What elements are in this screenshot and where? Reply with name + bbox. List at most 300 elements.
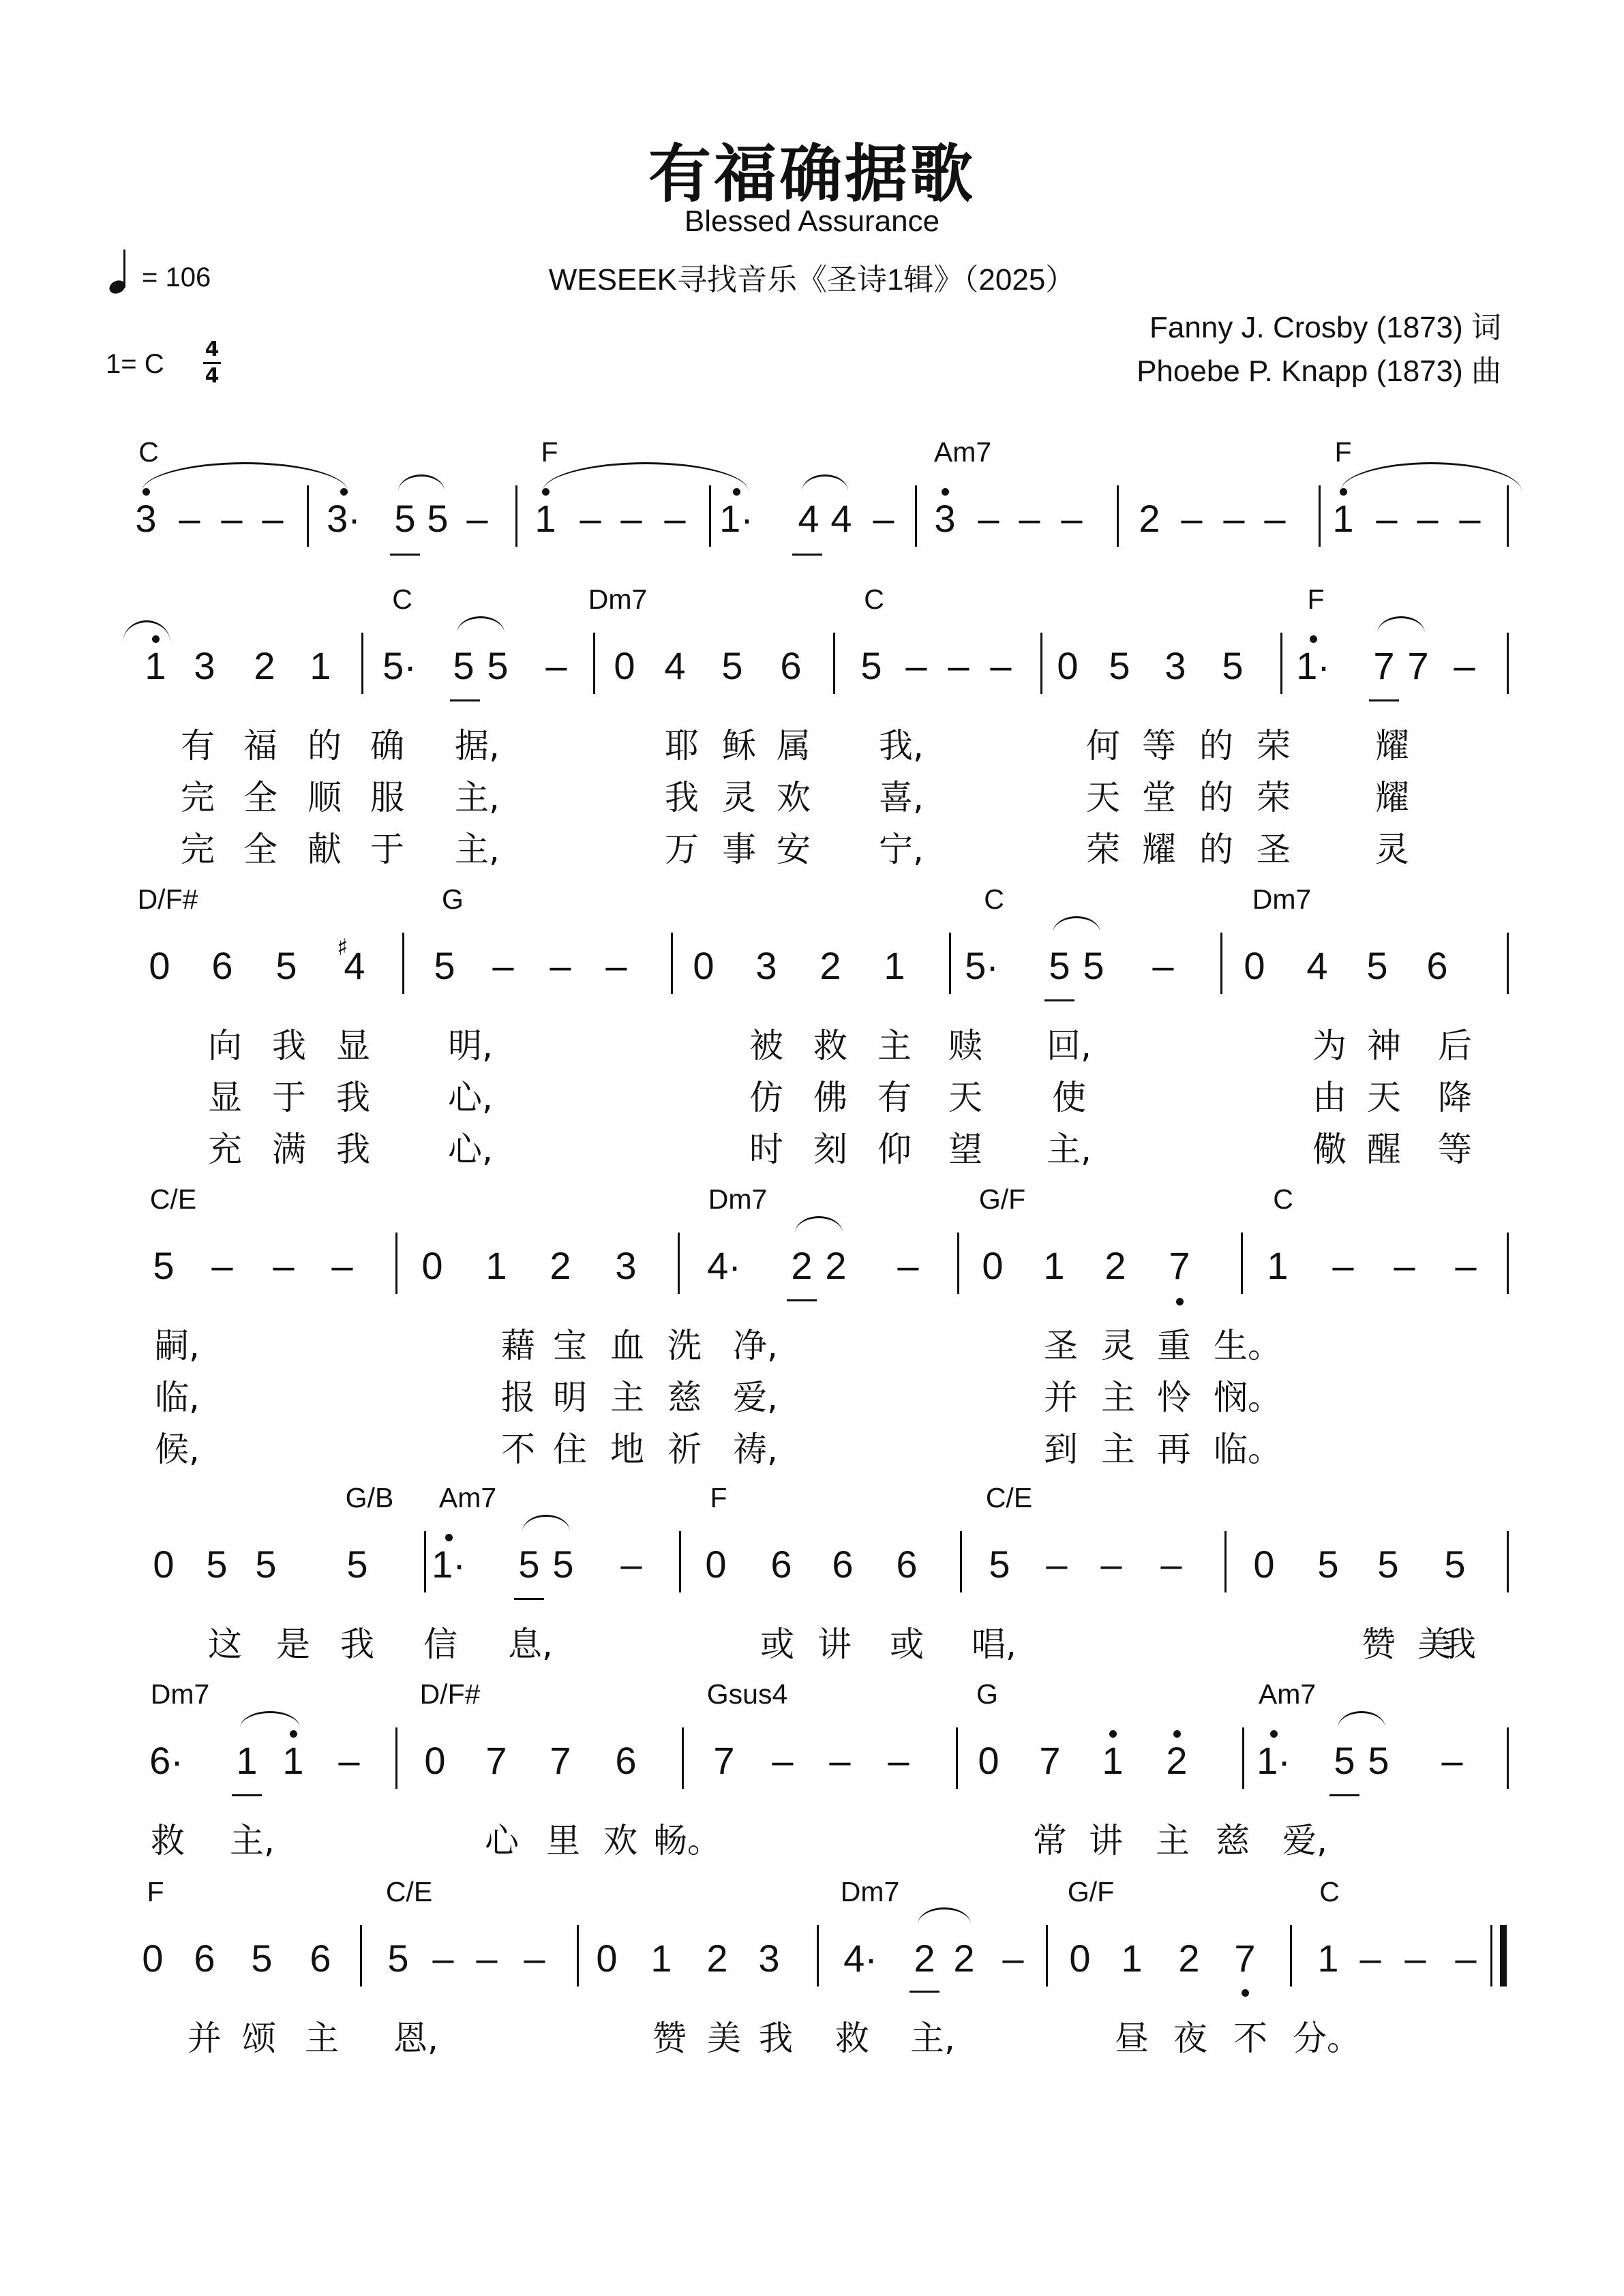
final-barline-thin bbox=[1490, 1925, 1492, 1987]
lyric-syllable: 主, bbox=[1047, 1130, 1092, 1169]
lyric-syllable: 为 bbox=[1312, 1026, 1347, 1066]
jianpu-note: 6 bbox=[780, 644, 802, 687]
eighth-underline bbox=[514, 1598, 544, 1600]
barline bbox=[1290, 1925, 1292, 1987]
lyric-syllable: 刻 bbox=[813, 1130, 847, 1169]
lyric-syllable: 全 bbox=[243, 830, 277, 869]
octave-dot-above bbox=[942, 488, 949, 496]
lyric-syllable: 我 bbox=[336, 1130, 370, 1169]
lyric-syllable: 有 bbox=[877, 1078, 912, 1117]
jianpu-note: 1 bbox=[282, 1739, 304, 1782]
jianpu-note: – bbox=[905, 644, 927, 687]
jianpu-note: – bbox=[179, 497, 200, 540]
barline bbox=[960, 1531, 962, 1592]
lyric-syllable: 耀 bbox=[1375, 778, 1409, 817]
jianpu-note: 5 bbox=[860, 644, 882, 687]
lyric-syllable: 服 bbox=[370, 778, 404, 817]
lyric-syllable: 稣 bbox=[722, 726, 756, 766]
jianpu-note: 5 bbox=[1368, 1739, 1389, 1782]
jianpu-note: – bbox=[262, 497, 284, 540]
lyric-syllable: 或 bbox=[760, 1625, 794, 1664]
lyric-syllable: 儆 bbox=[1312, 1130, 1347, 1169]
jianpu-note: 2 bbox=[819, 944, 841, 987]
lyric-syllable: 望 bbox=[948, 1130, 982, 1169]
lyric-syllable: 主 bbox=[1101, 1430, 1135, 1469]
lyric-syllable: 时 bbox=[749, 1130, 783, 1169]
lyric-syllable: 救 bbox=[813, 1026, 847, 1066]
lyric-syllable: 主 bbox=[877, 1026, 912, 1066]
jianpu-note: 1 bbox=[1043, 1244, 1065, 1287]
barline bbox=[1046, 1925, 1048, 1987]
jianpu-note: 6· bbox=[149, 1739, 183, 1782]
lyric-syllable: 的 bbox=[1199, 778, 1233, 817]
lyric-syllable: 洗 bbox=[667, 1326, 702, 1365]
jianpu-note: 1· bbox=[1296, 644, 1330, 687]
jianpu-note: – bbox=[1061, 497, 1083, 540]
lyric-syllable: 藉 bbox=[501, 1326, 535, 1365]
barline bbox=[1220, 933, 1222, 994]
jianpu-note: 2 bbox=[825, 1244, 847, 1287]
octave-dot-above bbox=[445, 1534, 453, 1541]
lyric-syllable: 救 bbox=[151, 1821, 185, 1860]
chord-symbol: F bbox=[541, 436, 558, 468]
jianpu-note: 0 bbox=[982, 1244, 1004, 1287]
chord-symbol: Am7 bbox=[933, 436, 992, 468]
jianpu-note: – bbox=[664, 497, 686, 540]
jianpu-note: 0 bbox=[614, 644, 635, 687]
eighth-underline bbox=[787, 1299, 817, 1301]
sharp-icon: ♯ bbox=[337, 934, 348, 961]
jianpu-note: – bbox=[1417, 497, 1439, 540]
barline bbox=[957, 1233, 959, 1294]
jianpu-note: 7 bbox=[1039, 1739, 1061, 1782]
chord-symbol: G bbox=[976, 1678, 998, 1710]
lyric-syllable: 美 bbox=[1417, 1625, 1452, 1664]
tie-arc bbox=[1053, 916, 1100, 933]
time-signature-bottom: 4 bbox=[205, 364, 220, 388]
barline bbox=[1507, 485, 1509, 547]
jianpu-note: 5 bbox=[434, 944, 455, 987]
barline bbox=[671, 933, 673, 994]
lyric-syllable: 我 bbox=[272, 1026, 306, 1066]
lyric-syllable: 我 bbox=[1442, 1625, 1476, 1664]
lyric-syllable: 不 bbox=[1233, 2019, 1267, 2058]
jianpu-note: 5 bbox=[206, 1543, 228, 1586]
lyric-syllable: 天 bbox=[948, 1078, 982, 1117]
jianpu-note: 0 bbox=[596, 1937, 618, 1980]
jianpu-note: 5 bbox=[1366, 944, 1388, 987]
chord-symbol: C bbox=[984, 883, 1004, 915]
lyric-syllable: 全 bbox=[243, 778, 277, 817]
lyric-syllable: 爱, bbox=[1282, 1821, 1327, 1860]
lyric-syllable: 献 bbox=[307, 830, 342, 869]
lyric-syllable: 顺 bbox=[307, 778, 342, 817]
lyric-syllable: 赞 bbox=[1362, 1625, 1396, 1664]
lyric-syllable: 有 bbox=[181, 726, 215, 766]
composer-credit: Phoebe P. Knapp (1873) 曲 bbox=[1137, 354, 1501, 388]
jianpu-note: – bbox=[897, 1244, 919, 1287]
barline bbox=[833, 633, 835, 694]
jianpu-note: – bbox=[873, 497, 894, 540]
lyric-syllable: 等 bbox=[1142, 726, 1176, 766]
lyric-syllable: 慈 bbox=[667, 1378, 702, 1417]
barline bbox=[307, 485, 309, 547]
chord-symbol: F bbox=[147, 1876, 164, 1907]
barline bbox=[577, 1925, 579, 1987]
barline bbox=[593, 633, 595, 694]
jianpu-note: 0 bbox=[153, 1543, 175, 1586]
jianpu-note: – bbox=[432, 1937, 454, 1980]
chord-symbol: Dm7 bbox=[708, 1183, 768, 1215]
jianpu-note: – bbox=[338, 1739, 360, 1782]
lyric-syllable: 主, bbox=[230, 1821, 275, 1860]
chord-symbol: C bbox=[138, 436, 159, 468]
lyric-syllable: 被 bbox=[749, 1026, 783, 1066]
jianpu-note: 1 bbox=[1332, 497, 1354, 540]
jianpu-note: 7 bbox=[550, 1739, 571, 1782]
time-signature-top: 4 bbox=[205, 337, 220, 361]
final-barline-thick bbox=[1500, 1925, 1507, 1987]
chord-symbol: G/F bbox=[1067, 1876, 1115, 1907]
eighth-underline bbox=[232, 1794, 262, 1796]
lyric-syllable: 祈 bbox=[667, 1430, 702, 1469]
barline bbox=[395, 1233, 397, 1294]
tie-arc bbox=[123, 620, 170, 643]
barline bbox=[956, 1727, 958, 1789]
jianpu-note: 5 bbox=[989, 1543, 1010, 1586]
barline bbox=[1242, 1727, 1244, 1789]
lyric-syllable: 欢 bbox=[603, 1821, 637, 1860]
barline bbox=[1040, 633, 1042, 694]
jianpu-note: 5 bbox=[1334, 1739, 1355, 1782]
jianpu-note: – bbox=[620, 497, 642, 540]
lyric-syllable: 完 bbox=[181, 778, 215, 817]
barline bbox=[395, 1727, 397, 1789]
lyric-syllable: 主, bbox=[455, 778, 500, 817]
lyric-syllable: 生。 bbox=[1214, 1326, 1282, 1365]
lyric-syllable: 颂 bbox=[242, 2019, 276, 2058]
barline bbox=[915, 485, 917, 547]
lyric-syllable: 佛 bbox=[813, 1078, 847, 1117]
jianpu-note: 2 bbox=[791, 1244, 813, 1287]
chord-symbol: Am7 bbox=[1258, 1678, 1317, 1710]
jianpu-note: 1 bbox=[884, 944, 905, 987]
jianpu-note: 3 bbox=[1164, 644, 1186, 687]
chord-symbol: C bbox=[392, 584, 412, 615]
jianpu-note: 5 bbox=[1083, 944, 1104, 987]
jianpu-note: 4 bbox=[1306, 944, 1328, 987]
jianpu-note: 6 bbox=[615, 1739, 637, 1782]
lyric-syllable: 息, bbox=[508, 1625, 553, 1664]
eighth-underline bbox=[390, 554, 420, 556]
lyric-syllable: 荣 bbox=[1257, 726, 1291, 766]
chord-symbol: D/F# bbox=[419, 1678, 481, 1710]
jianpu-note: 3 bbox=[135, 497, 157, 540]
english-subtitle: Blessed Assurance bbox=[684, 205, 940, 238]
jianpu-note: – bbox=[1332, 1244, 1354, 1287]
jianpu-note: 5 bbox=[1222, 644, 1244, 687]
barline bbox=[424, 1531, 426, 1592]
jianpu-note: 2 bbox=[953, 1937, 975, 1980]
eighth-underline bbox=[1369, 699, 1399, 701]
lyric-syllable: 向 bbox=[208, 1026, 242, 1066]
tie-arc bbox=[543, 462, 749, 492]
lyric-syllable: 净, bbox=[733, 1326, 778, 1365]
lyric-syllable: 属 bbox=[777, 726, 811, 766]
tie-arc bbox=[1377, 616, 1425, 633]
jianpu-note: – bbox=[1181, 497, 1203, 540]
jianpu-note: 5 bbox=[153, 1244, 175, 1287]
jianpu-note: 1 bbox=[485, 1244, 507, 1287]
tie-arc bbox=[1338, 1711, 1385, 1728]
jianpu-note: – bbox=[829, 1739, 851, 1782]
lyric-syllable: 恩, bbox=[393, 2019, 438, 2058]
jianpu-note: 5 bbox=[387, 1937, 409, 1980]
eighth-underline bbox=[1329, 1794, 1359, 1796]
jianpu-note: – bbox=[492, 944, 514, 987]
lyric-syllable: 我 bbox=[665, 778, 699, 817]
lyric-syllable: 讲 bbox=[817, 1625, 852, 1664]
jianpu-note: 5 bbox=[427, 497, 449, 540]
barline bbox=[1507, 933, 1509, 994]
lyric-syllable: 心, bbox=[448, 1078, 493, 1117]
jianpu-note: 0 bbox=[1244, 944, 1265, 987]
jianpu-note: 5 bbox=[275, 944, 297, 987]
tie-arc bbox=[240, 1711, 300, 1728]
lyric-syllable: 堂 bbox=[1142, 778, 1176, 817]
jianpu-note: – bbox=[1100, 1543, 1122, 1586]
jianpu-note: – bbox=[1359, 1937, 1381, 1980]
lyric-syllable: 讲 bbox=[1089, 1821, 1123, 1860]
jianpu-note: 4 bbox=[830, 497, 852, 540]
jianpu-note: 4 bbox=[344, 944, 365, 987]
jianpu-note: – bbox=[1455, 1244, 1477, 1287]
jianpu-note: 7 bbox=[713, 1739, 735, 1782]
lyric-syllable: 心, bbox=[448, 1130, 493, 1169]
jianpu-note: 1 bbox=[145, 644, 166, 687]
lyric-syllable: 的 bbox=[1199, 726, 1233, 766]
lyric-syllable: 圣 bbox=[1257, 830, 1291, 869]
lyric-syllable: 圣 bbox=[1044, 1326, 1078, 1365]
jianpu-note: 2 bbox=[914, 1937, 935, 1980]
lyric-syllable: 主 bbox=[1101, 1378, 1135, 1417]
jianpu-note: 0 bbox=[1057, 644, 1079, 687]
jianpu-note: 0 bbox=[149, 944, 170, 987]
lyric-syllable: 回, bbox=[1047, 1026, 1092, 1066]
jianpu-note: 3 bbox=[755, 944, 777, 987]
lyric-syllable: 重 bbox=[1157, 1326, 1191, 1365]
jianpu-note: – bbox=[273, 1244, 295, 1287]
lyric-syllable: 主, bbox=[910, 2019, 955, 2058]
lyric-syllable: 灵 bbox=[1101, 1326, 1135, 1365]
jianpu-note: 5 bbox=[255, 1543, 277, 1586]
jianpu-note: – bbox=[331, 1244, 353, 1287]
jianpu-note: 7 bbox=[485, 1739, 507, 1782]
jianpu-note: – bbox=[1019, 497, 1040, 540]
barline bbox=[1507, 1531, 1509, 1592]
lyric-syllable: 不 bbox=[501, 1430, 535, 1469]
jianpu-note: 3 bbox=[615, 1244, 637, 1287]
jianpu-note: 3 bbox=[194, 644, 215, 687]
jianpu-note: – bbox=[888, 1739, 909, 1782]
lyric-syllable: 明 bbox=[553, 1378, 587, 1417]
jianpu-note: 0 bbox=[1069, 1937, 1091, 1980]
jianpu-note: – bbox=[1459, 497, 1481, 540]
jianpu-note: 4· bbox=[843, 1937, 877, 1980]
lyric-syllable: 欢 bbox=[777, 778, 811, 817]
barline bbox=[817, 1925, 819, 1987]
jianpu-note: – bbox=[620, 1543, 642, 1586]
jianpu-note: 5 bbox=[487, 644, 509, 687]
jianpu-note: 5 bbox=[1049, 944, 1070, 987]
chord-symbol: Am7 bbox=[438, 1482, 497, 1513]
tie-arc bbox=[457, 616, 505, 633]
lyric-syllable: 灵 bbox=[1375, 830, 1409, 869]
lyric-syllable: 救 bbox=[835, 2019, 869, 2058]
jianpu-note: 2 bbox=[1166, 1739, 1188, 1782]
lyric-syllable: 显 bbox=[336, 1026, 370, 1066]
barline bbox=[1507, 1727, 1509, 1789]
lyric-syllable: 地 bbox=[610, 1430, 644, 1469]
jianpu-note: – bbox=[978, 497, 999, 540]
lyric-syllable: 畅。 bbox=[653, 1821, 721, 1860]
jianpu-note: 6 bbox=[770, 1543, 792, 1586]
octave-dot-above bbox=[1270, 1730, 1278, 1738]
lyric-syllable: 赎 bbox=[948, 1026, 982, 1066]
lyric-syllable: 主 bbox=[610, 1378, 644, 1417]
barline bbox=[1319, 485, 1321, 547]
lyric-syllable: 嗣, bbox=[155, 1326, 200, 1365]
jianpu-note: 1· bbox=[1257, 1739, 1291, 1782]
chord-symbol: Dm7 bbox=[588, 584, 648, 615]
octave-dot-below bbox=[1242, 1989, 1249, 1997]
chord-symbol: Dm7 bbox=[150, 1678, 210, 1710]
jianpu-note: – bbox=[772, 1739, 794, 1782]
tempo-marking bbox=[109, 250, 211, 293]
chord-symbol: C bbox=[864, 584, 884, 615]
lyric-syllable: 等 bbox=[1438, 1130, 1472, 1169]
jianpu-note: – bbox=[524, 1937, 545, 1980]
jianpu-note: 6 bbox=[832, 1543, 854, 1586]
jianpu-note: 6 bbox=[896, 1543, 918, 1586]
lyric-syllable: 住 bbox=[553, 1430, 587, 1469]
jianpu-note: 2 bbox=[1139, 497, 1160, 540]
jianpu-note: 7 bbox=[1407, 644, 1429, 687]
jianpu-note: 0 bbox=[978, 1739, 999, 1782]
quarter-note-icon bbox=[109, 250, 136, 293]
lyric-syllable: 爱, bbox=[733, 1378, 778, 1417]
jianpu-note: 0 bbox=[1253, 1543, 1275, 1586]
lyric-syllable: 据, bbox=[455, 726, 500, 766]
tie-arc bbox=[142, 462, 348, 492]
lyric-syllable: 万 bbox=[665, 830, 699, 869]
time-signature bbox=[202, 338, 222, 388]
chord-symbol: Dm7 bbox=[840, 1876, 900, 1907]
jianpu-note: 5 bbox=[552, 1543, 574, 1586]
lyric-syllable: 是 bbox=[276, 1625, 310, 1664]
chord-symbol: C/E bbox=[385, 1876, 433, 1907]
lyric-syllable: 信 bbox=[423, 1625, 457, 1664]
lyric-syllable: 美 bbox=[707, 2019, 741, 2058]
barline bbox=[1507, 633, 1509, 694]
lyric-syllable: 安 bbox=[777, 830, 811, 869]
eighth-underline bbox=[1044, 999, 1074, 1001]
lyric-syllable: 明, bbox=[448, 1026, 493, 1066]
jianpu-note: – bbox=[1152, 944, 1174, 987]
jianpu-note: 6 bbox=[310, 1937, 331, 1980]
lyric-syllable: 我 bbox=[759, 2019, 793, 2058]
lyric-syllable: 仰 bbox=[877, 1130, 912, 1169]
barline bbox=[360, 1925, 362, 1987]
chord-symbol: C/E bbox=[985, 1482, 1033, 1513]
jianpu-note: 1 bbox=[1102, 1739, 1124, 1782]
chord-symbol: D/F# bbox=[137, 883, 198, 915]
tie-arc bbox=[918, 1907, 971, 1924]
lyric-syllable: 天 bbox=[1086, 778, 1120, 817]
lyric-syllable: 耶 bbox=[665, 726, 699, 766]
jianpu-note: – bbox=[1264, 497, 1286, 540]
octave-dot-above bbox=[290, 1730, 297, 1738]
lyric-syllable: 候, bbox=[155, 1430, 200, 1469]
jianpu-note: – bbox=[1404, 1937, 1426, 1980]
lyric-syllable: 于 bbox=[272, 1078, 306, 1117]
jianpu-note: 1 bbox=[535, 497, 556, 540]
lyric-syllable: 灵 bbox=[722, 778, 756, 817]
lyric-syllable: 慈 bbox=[1216, 1821, 1250, 1860]
jianpu-note: 5 bbox=[518, 1543, 540, 1586]
jianpu-note: 4 bbox=[798, 497, 819, 540]
lyric-syllable: 的 bbox=[307, 726, 342, 766]
chord-symbol: F bbox=[710, 1482, 727, 1513]
chord-symbol: Dm7 bbox=[1252, 883, 1312, 915]
jianpu-note: – bbox=[1455, 1937, 1477, 1980]
barline bbox=[361, 633, 363, 694]
lyric-syllable: 充 bbox=[208, 1130, 242, 1169]
jianpu-note: 4· bbox=[707, 1244, 741, 1287]
lyric-syllable: 满 bbox=[272, 1130, 306, 1169]
lyric-syllable: 这 bbox=[208, 1625, 242, 1664]
lyric-syllable: 完 bbox=[181, 830, 215, 869]
chord-symbol: C bbox=[1273, 1183, 1293, 1215]
jianpu-note: 5 bbox=[394, 497, 416, 540]
album-info: WESEEK寻找音乐《圣诗1辑》（2025） bbox=[548, 263, 1076, 297]
jianpu-note: 2 bbox=[1104, 1244, 1126, 1287]
lyric-syllable: 并 bbox=[1044, 1378, 1078, 1417]
jianpu-note: 0 bbox=[421, 1244, 443, 1287]
lyric-syllable: 事 bbox=[722, 830, 756, 869]
lyric-syllable: 分。 bbox=[1293, 2019, 1361, 2058]
jianpu-note: 6 bbox=[1426, 944, 1448, 987]
lyric-syllable: 何 bbox=[1086, 726, 1120, 766]
lyric-syllable: 里 bbox=[546, 1821, 580, 1860]
chord-symbol: G/F bbox=[978, 1183, 1026, 1215]
lyric-syllable: 祷, bbox=[733, 1430, 778, 1469]
chord-symbol: F bbox=[1307, 584, 1325, 615]
lyric-syllable: 昼 bbox=[1115, 2019, 1149, 2058]
lyric-syllable: 唱, bbox=[972, 1625, 1017, 1664]
jianpu-note: – bbox=[605, 944, 627, 987]
octave-dot-above bbox=[1173, 1730, 1181, 1738]
jianpu-note: 1 bbox=[1317, 1937, 1339, 1980]
lyric-syllable: 的 bbox=[1199, 830, 1233, 869]
jianpu-note: – bbox=[1160, 1543, 1182, 1586]
jianpu-note: – bbox=[550, 944, 571, 987]
lyric-syllable: 降 bbox=[1438, 1078, 1472, 1117]
tie-arc bbox=[802, 474, 848, 492]
jianpu-note: – bbox=[476, 1937, 498, 1980]
jianpu-note: 2 bbox=[1178, 1937, 1200, 1980]
octave-dot-above bbox=[1109, 1730, 1117, 1738]
